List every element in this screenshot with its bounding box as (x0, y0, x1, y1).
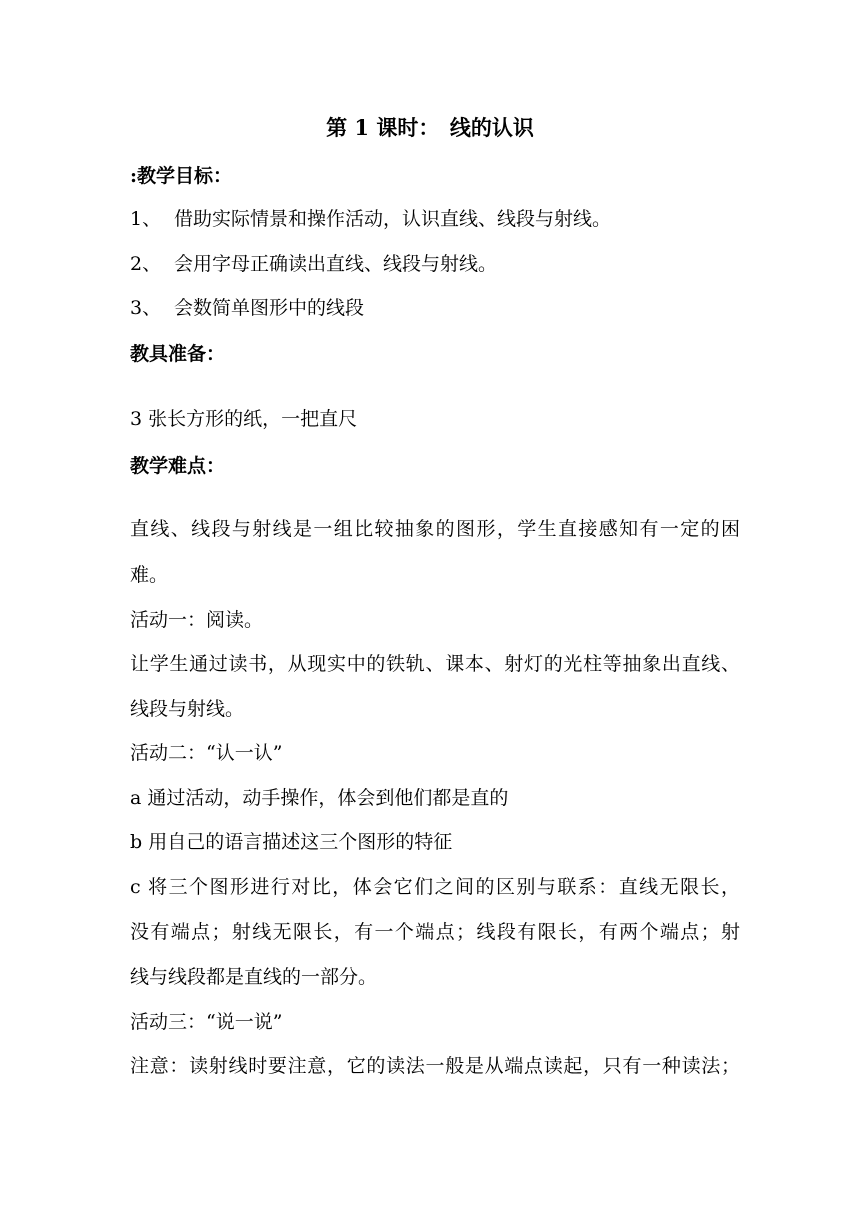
activity2-heading: 活动二：“认一认” (130, 742, 283, 764)
difficulty-line-2: 难。 (130, 564, 169, 586)
activity2-item-c-line-2: 没有端点；射线无限长，有一个端点；线段有限长，有两个端点；射 (130, 921, 740, 943)
materials-text: 3 张长方形的纸，一把直尺 (130, 408, 358, 430)
objective-number: 3、 (130, 297, 162, 319)
objective-number: 2、 (130, 253, 162, 275)
objective-item-3 (130, 296, 740, 320)
activity3-note: 注意：读射线时要注意，它的读法一般是从端点读起，只有一种读法； (130, 1055, 740, 1077)
objectives-heading: :教学目标： (130, 165, 233, 187)
objective-item-1 (130, 207, 740, 231)
objective-text: 会用字母正确读出直线、线段与射线。 (174, 253, 498, 275)
activity3-heading: 活动三：“说一说” (130, 1011, 283, 1033)
objective-text: 会数简单图形中的线段 (174, 297, 365, 319)
materials-heading: 教具准备： (130, 343, 226, 365)
objective-item-2 (130, 252, 740, 276)
activity1-line-1: 让学生通过读书，从现实中的铁轨、课本、射灯的光柱等抽象出直线、 (130, 653, 740, 675)
activity1-heading: 活动一：阅读。 (130, 609, 264, 631)
activity2-item-c-line-3: 线与线段都是直线的一部分。 (130, 966, 378, 988)
difficulty-heading: 教学难点： (130, 455, 226, 477)
activity1-line-2: 线段与射线。 (130, 698, 245, 720)
difficulty-line-1: 直线、线段与射线是一组比较抽象的图形，学生直接感知有一定的困 (130, 518, 740, 540)
activity2-item-c-line-1: c 将三个图形进行对比，体会它们之间的区别与联系：直线无限长， (130, 876, 740, 898)
activity2-item-a: a 通过活动，动手操作，体会到他们都是直的 (130, 787, 509, 809)
objective-number: 1、 (130, 208, 162, 230)
activity2-item-b: b 用自己的语言描述这三个图形的特征 (130, 831, 453, 853)
objective-text: 借助实际情景和操作活动，认识直线、线段与射线。 (174, 208, 612, 230)
lesson-title: 第 1 课时： 线的认识 (326, 115, 534, 140)
